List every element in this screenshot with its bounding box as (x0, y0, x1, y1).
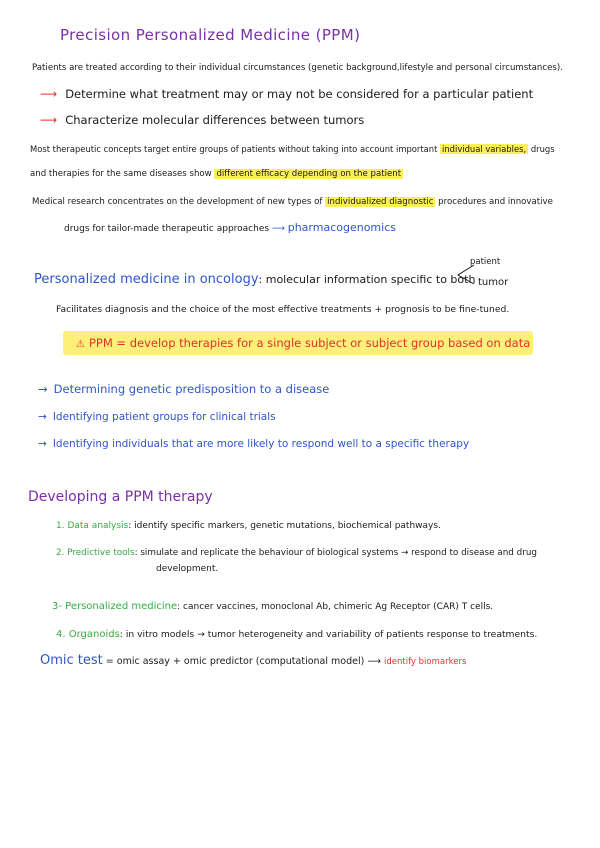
step-text: : in vitro models → tumor heterogeneity and variability of patients response to treatments. (119, 629, 538, 640)
step-text: : simulate and replicate the behaviour of biological systems → respond to disease and drug (134, 548, 538, 558)
text-span: : molecular information specific to both (258, 273, 476, 286)
oncology-line (34, 273, 475, 288)
text-span: Medical research concentrates on the development of new types of (32, 197, 323, 207)
warning-text: PPM = develop therapies for a single subject or subject group based on data (88, 336, 531, 350)
step-label: 2. Predictive tools (56, 548, 135, 558)
intro-text: Patients are treated according to their individual circumstances (genetic background,lifestyle and personal circumstances). (32, 63, 563, 73)
text-span: and therapies for the same diseases show (30, 169, 212, 179)
highlighted-text: different efficacy depending on the patient (216, 169, 402, 179)
warning-line (76, 336, 530, 352)
goal-text: Identifying patient groups for clinical trials (52, 411, 276, 423)
page-title: Precision Personalized Medicine (PPM) (60, 26, 361, 44)
section-heading: Personalized medicine in oncology (34, 272, 259, 287)
text-span: procedures and innovative (438, 197, 553, 207)
bullet-text: Determine what treatment may or may not be considered for a particular patient (65, 87, 534, 101)
developing-heading: Developing a PPM therapy (28, 489, 213, 505)
omic-result: identify biomarkers (384, 657, 467, 667)
text-span: drugs (530, 144, 555, 154)
goal-item (38, 410, 276, 424)
right-arrow-icon: → (38, 382, 48, 396)
step-label: 4. Organoids (56, 629, 120, 640)
text-span: Most therapeutic concepts target entire groups of patients without taking into account important (30, 144, 438, 154)
omic-text: = omic assay + omic predictor (computational model) (105, 656, 365, 667)
warning-icon: ⚠ (76, 339, 85, 350)
bullet-item (40, 87, 533, 101)
goal-item (38, 382, 329, 396)
omic-line (40, 654, 466, 669)
paragraph-line (30, 167, 403, 181)
right-arrow-icon: ⟶ (40, 87, 58, 101)
paragraph-line (32, 195, 553, 209)
step-text: : identify specific markers, genetic mutations, biochemical pathways. (128, 521, 441, 531)
goal-text: Identifying individuals that are more likely to respond well to a specific therapy (52, 438, 470, 450)
bullet-item (40, 113, 364, 127)
step-text: : cancer vaccines, monoclonal Ab, chimeric Ag Receptor (CAR) T cells. (177, 602, 494, 612)
omic-label: Omic test (40, 653, 103, 668)
step-item (52, 600, 493, 614)
highlighted-text: individual variables, (442, 144, 527, 154)
paragraph-line (30, 142, 555, 156)
key-term: pharmacogenomics (287, 221, 396, 234)
step-label: 1. Data analysis (56, 521, 129, 531)
text-span: drugs for tailor-made therapeutic approaches (64, 224, 270, 234)
right-arrow-icon: ⟶ (40, 113, 58, 127)
branch-label-top: patient (470, 257, 501, 267)
bullet-text: Characterize molecular differences between tumors (65, 113, 365, 127)
step-item (56, 519, 441, 533)
step-item (56, 628, 537, 642)
highlighted-text: individualized diagnostic (327, 197, 434, 207)
step-label: 3- Personalized medicine (52, 601, 178, 612)
right-arrow-icon: ⟶ (271, 224, 285, 234)
paragraph-line (64, 221, 396, 236)
step-item (56, 546, 537, 560)
right-arrow-icon: → (38, 438, 47, 450)
goal-item (38, 437, 469, 451)
step-text-continued: development. (156, 564, 219, 574)
oncology-followup: Facilitates diagnosis and the choice of the most effective treatments + prognosis to be fine-tuned. (56, 304, 510, 315)
goal-text: Determining genetic predisposition to a disease (53, 382, 330, 396)
right-arrow-icon: → (38, 411, 47, 423)
right-arrow-icon: ⟶ (367, 656, 381, 667)
branch-label-bottom: tumor (478, 277, 509, 288)
